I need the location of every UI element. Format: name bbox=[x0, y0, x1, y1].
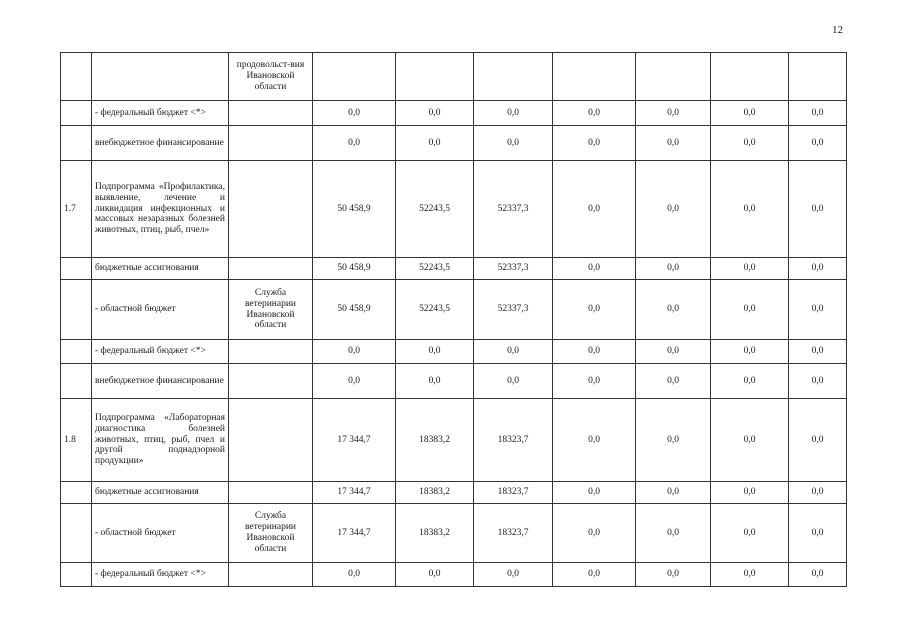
value-cell: 0,0 bbox=[474, 563, 553, 587]
row-name-cell: - областной бюджет bbox=[92, 280, 229, 340]
value-cell: 0,0 bbox=[553, 258, 636, 280]
executor-cell bbox=[229, 399, 313, 482]
executor-cell bbox=[229, 340, 313, 364]
value-cell: 0,0 bbox=[711, 280, 789, 340]
row-number-cell bbox=[61, 280, 92, 340]
value-cell: 52243,5 bbox=[396, 161, 474, 258]
value-cell: 0,0 bbox=[789, 258, 847, 280]
table-row bbox=[61, 482, 847, 504]
row-number-cell bbox=[61, 340, 92, 364]
table-row bbox=[61, 563, 847, 587]
value-cell: 52337,3 bbox=[474, 161, 553, 258]
table-row bbox=[61, 161, 847, 258]
value-cell: 0,0 bbox=[636, 563, 711, 587]
value-cell: 52243,5 bbox=[396, 258, 474, 280]
value-cell: 0,0 bbox=[711, 340, 789, 364]
value-cell: 0,0 bbox=[789, 280, 847, 340]
executor-cell bbox=[229, 161, 313, 258]
value-cell: 0,0 bbox=[636, 340, 711, 364]
value-cell: 18323,7 bbox=[474, 504, 553, 563]
value-cell bbox=[789, 53, 847, 101]
value-cell: 0,0 bbox=[553, 126, 636, 161]
table-row bbox=[61, 504, 847, 563]
value-cell: 50 458,9 bbox=[313, 258, 396, 280]
value-cell: 0,0 bbox=[313, 101, 396, 126]
value-cell: 0,0 bbox=[396, 101, 474, 126]
value-cell: 0,0 bbox=[711, 101, 789, 126]
executor-cell bbox=[229, 364, 313, 399]
table-row bbox=[61, 399, 847, 482]
table-row bbox=[61, 53, 847, 101]
value-cell: 0,0 bbox=[789, 340, 847, 364]
value-cell: 0,0 bbox=[396, 340, 474, 364]
row-number-cell bbox=[61, 504, 92, 563]
table-row bbox=[61, 340, 847, 364]
value-cell: 0,0 bbox=[711, 258, 789, 280]
value-cell bbox=[474, 53, 553, 101]
row-name-cell: бюджетные ассигнования bbox=[92, 258, 229, 280]
value-cell: 18383,2 bbox=[396, 504, 474, 563]
value-cell: 0,0 bbox=[711, 482, 789, 504]
row-number-cell bbox=[61, 126, 92, 161]
value-cell bbox=[636, 53, 711, 101]
value-cell bbox=[553, 53, 636, 101]
row-name-cell: - федеральный бюджет <*> bbox=[92, 340, 229, 364]
value-cell: 0,0 bbox=[789, 126, 847, 161]
row-number-cell: 1.8 bbox=[61, 399, 92, 482]
value-cell: 0,0 bbox=[636, 280, 711, 340]
value-cell: 0,0 bbox=[396, 126, 474, 161]
value-cell: 0,0 bbox=[711, 161, 789, 258]
value-cell: 0,0 bbox=[636, 399, 711, 482]
executor-cell: Служба ветеринарии Ивановской области bbox=[229, 504, 313, 563]
value-cell: 0,0 bbox=[636, 258, 711, 280]
executor-cell: Служба ветеринарии Ивановской области bbox=[229, 280, 313, 340]
value-cell: 0,0 bbox=[474, 101, 553, 126]
executor-cell bbox=[229, 482, 313, 504]
value-cell bbox=[711, 53, 789, 101]
value-cell: 0,0 bbox=[553, 340, 636, 364]
value-cell: 0,0 bbox=[313, 364, 396, 399]
value-cell: 0,0 bbox=[553, 563, 636, 587]
value-cell: 0,0 bbox=[313, 563, 396, 587]
value-cell: 0,0 bbox=[636, 482, 711, 504]
value-cell: 0,0 bbox=[711, 504, 789, 563]
value-cell: 52243,5 bbox=[396, 280, 474, 340]
value-cell: 50 458,9 bbox=[313, 161, 396, 258]
table-row bbox=[61, 280, 847, 340]
value-cell: 0,0 bbox=[553, 364, 636, 399]
value-cell: 52337,3 bbox=[474, 280, 553, 340]
budget-table bbox=[60, 52, 847, 587]
value-cell: 0,0 bbox=[313, 340, 396, 364]
row-name-cell: - федеральный бюджет <*> bbox=[92, 563, 229, 587]
row-number-cell bbox=[61, 258, 92, 280]
executor-cell bbox=[229, 563, 313, 587]
row-number-cell bbox=[61, 53, 92, 101]
table-row bbox=[61, 258, 847, 280]
value-cell: 18323,7 bbox=[474, 399, 553, 482]
value-cell: 0,0 bbox=[474, 340, 553, 364]
value-cell: 17 344,7 bbox=[313, 399, 396, 482]
value-cell: 0,0 bbox=[636, 126, 711, 161]
row-name-cell: внебюджетное финансирование bbox=[92, 364, 229, 399]
row-name-cell: бюджетные ассигнования bbox=[92, 482, 229, 504]
value-cell: 0,0 bbox=[789, 504, 847, 563]
value-cell: 0,0 bbox=[636, 161, 711, 258]
row-name-cell: - областной бюджет bbox=[92, 504, 229, 563]
value-cell: 18383,2 bbox=[396, 399, 474, 482]
row-number-cell bbox=[61, 563, 92, 587]
value-cell bbox=[396, 53, 474, 101]
row-name-cell: - федеральный бюджет <*> bbox=[92, 101, 229, 126]
row-name-cell bbox=[92, 53, 229, 101]
value-cell: 0,0 bbox=[789, 482, 847, 504]
value-cell: 0,0 bbox=[789, 364, 847, 399]
value-cell: 0,0 bbox=[636, 364, 711, 399]
table-row bbox=[61, 101, 847, 126]
row-name-cell: внебюджетное финансирование bbox=[92, 126, 229, 161]
value-cell: 0,0 bbox=[789, 399, 847, 482]
value-cell: 52337,3 bbox=[474, 258, 553, 280]
value-cell: 17 344,7 bbox=[313, 504, 396, 563]
row-number-cell: 1.7 bbox=[61, 161, 92, 258]
table-row bbox=[61, 126, 847, 161]
row-number-cell bbox=[61, 101, 92, 126]
value-cell: 0,0 bbox=[553, 161, 636, 258]
value-cell: 0,0 bbox=[636, 504, 711, 563]
value-cell: 0,0 bbox=[636, 101, 711, 126]
value-cell: 0,0 bbox=[474, 364, 553, 399]
value-cell: 0,0 bbox=[396, 364, 474, 399]
row-number-cell bbox=[61, 364, 92, 399]
table-row bbox=[61, 364, 847, 399]
value-cell: 0,0 bbox=[789, 161, 847, 258]
value-cell: 50 458,9 bbox=[313, 280, 396, 340]
value-cell: 0,0 bbox=[553, 101, 636, 126]
value-cell: 0,0 bbox=[396, 563, 474, 587]
value-cell: 0,0 bbox=[789, 563, 847, 587]
row-name-cell: Подпрограмма «Лабораторная диагностика болезней животных, птиц, рыб, пчел и другой поднадзорной продукции» bbox=[92, 399, 229, 482]
executor-cell bbox=[229, 126, 313, 161]
executor-cell: продовольст-вия Ивановской области bbox=[229, 53, 313, 101]
executor-cell bbox=[229, 258, 313, 280]
value-cell: 0,0 bbox=[711, 399, 789, 482]
value-cell: 0,0 bbox=[711, 364, 789, 399]
value-cell: 0,0 bbox=[711, 126, 789, 161]
value-cell: 0,0 bbox=[711, 563, 789, 587]
row-number-cell bbox=[61, 482, 92, 504]
value-cell: 0,0 bbox=[553, 280, 636, 340]
row-name-cell: Подпрограмма «Профилактика, выявление, лечение и ликвидация инфекционных и массовых незаразных болезней животных, птиц, рыб, пчел» bbox=[92, 161, 229, 258]
value-cell: 17 344,7 bbox=[313, 482, 396, 504]
page-number: 12 bbox=[832, 24, 843, 36]
value-cell: 0,0 bbox=[313, 126, 396, 161]
value-cell: 0,0 bbox=[553, 482, 636, 504]
value-cell: 18383,2 bbox=[396, 482, 474, 504]
value-cell bbox=[313, 53, 396, 101]
value-cell: 0,0 bbox=[474, 126, 553, 161]
value-cell: 0,0 bbox=[789, 101, 847, 126]
value-cell: 18323,7 bbox=[474, 482, 553, 504]
value-cell: 0,0 bbox=[553, 504, 636, 563]
executor-cell bbox=[229, 101, 313, 126]
value-cell: 0,0 bbox=[553, 399, 636, 482]
